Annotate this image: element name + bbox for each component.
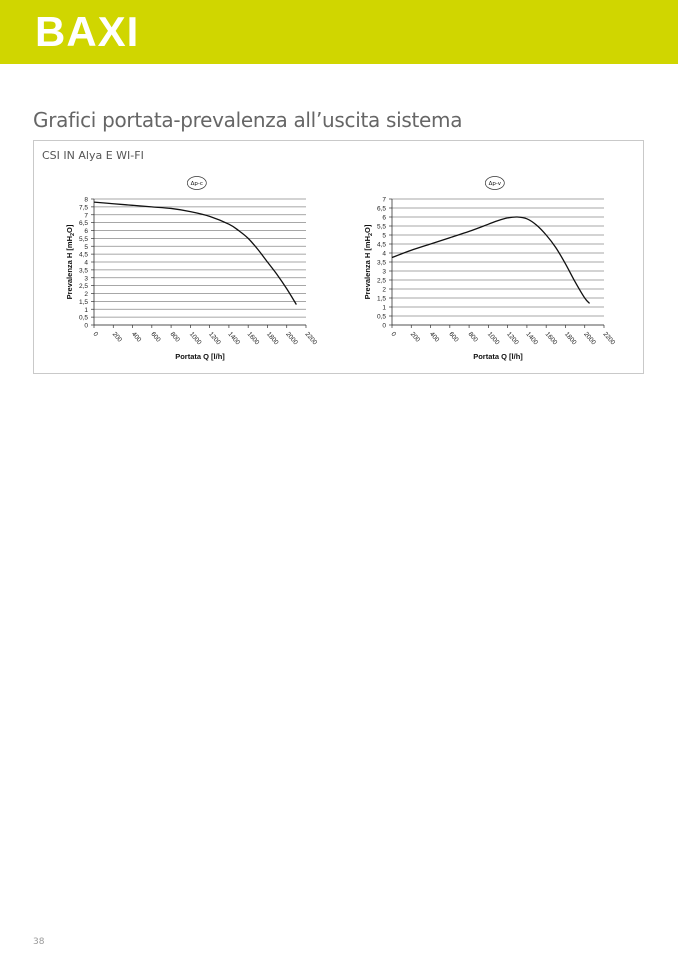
x-tick-label: 600 — [447, 330, 460, 344]
y-tick-label: 2,5 — [376, 277, 386, 285]
section-title: Grafici portata-prevalenza all’uscita sistema — [33, 108, 463, 132]
y-tick-label: 0,5 — [78, 314, 88, 322]
y-tick-label: 8 — [84, 196, 88, 204]
y-tick-label: 6 — [382, 214, 386, 222]
x-tick-label: 2000 — [284, 330, 299, 347]
y-axis-label: Prevalenza H $[mH_2O]$ — [363, 224, 374, 300]
y-tick-label: 5 — [382, 232, 386, 240]
y-tick-label: 6,5 — [376, 205, 386, 213]
y-tick-label: 6,5 — [78, 220, 88, 228]
brand-header-bar — [0, 0, 678, 64]
x-tick-label: 0 — [389, 330, 398, 339]
pump-curve-line — [392, 217, 590, 303]
x-tick-label: 1600 — [245, 330, 261, 347]
y-axis-label: Prevalenza H $[mH_2O]$ — [65, 224, 76, 300]
x-tick-label: 200 — [110, 330, 124, 344]
x-tick-label: 400 — [428, 330, 441, 344]
x-tick-label: 1800 — [264, 330, 280, 347]
y-tick-label: 2,5 — [78, 283, 88, 291]
x-tick-label: 1200 — [505, 330, 520, 347]
mode-badge-label: Δp-c — [190, 181, 203, 187]
y-tick-label: 7,5 — [78, 204, 88, 212]
x-tick-label: 400 — [130, 330, 143, 344]
y-tick-label: 3,5 — [376, 259, 386, 267]
y-tick-label: 1,5 — [78, 298, 88, 306]
y-tick-label: 2 — [382, 286, 386, 294]
x-axis-label: Portata Q [l/h] — [175, 352, 225, 361]
x-tick-label: 800 — [466, 330, 479, 344]
x-tick-label: 600 — [149, 330, 162, 344]
y-tick-label: 5 — [84, 243, 88, 251]
y-tick-label: 7 — [84, 212, 88, 220]
y-tick-label: 0,5 — [376, 313, 386, 321]
y-tick-label: 6 — [84, 228, 88, 235]
x-tick-label: 200 — [408, 330, 422, 344]
x-tick-label: 800 — [168, 330, 181, 344]
y-tick-label: 1 — [84, 306, 88, 314]
y-tick-label: 0 — [382, 322, 386, 330]
y-tick-label: 2 — [84, 291, 88, 298]
pump-curve-chart-dpc — [54, 175, 324, 371]
x-tick-label: 2200 — [601, 330, 617, 347]
chart-panel — [33, 140, 644, 374]
x-tick-label: 1800 — [562, 330, 578, 347]
x-tick-label: 1200 — [207, 330, 222, 347]
baxi-logo: BAXI — [35, 8, 140, 55]
y-tick-label: 3,5 — [78, 267, 88, 275]
x-tick-label: 1400 — [226, 330, 242, 347]
y-tick-label: 1 — [382, 304, 386, 312]
x-tick-label: 1600 — [543, 330, 559, 347]
panel-title: CSI IN Alya E WI-FI — [42, 149, 144, 162]
chart-svg — [352, 175, 622, 371]
x-tick-label: 1000 — [187, 330, 203, 347]
y-tick-label: 1,5 — [376, 295, 386, 303]
y-tick-label: 4 — [84, 259, 88, 267]
x-tick-label: 1000 — [485, 330, 501, 347]
y-tick-label: 5,5 — [78, 235, 88, 243]
mode-badge-label: Δp-v — [488, 181, 501, 187]
y-tick-label: 7 — [382, 196, 386, 204]
x-tick-label: 0 — [91, 330, 100, 339]
y-tick-label: 4,5 — [78, 251, 88, 259]
chart-svg — [54, 175, 324, 371]
x-tick-label: 1400 — [524, 330, 540, 347]
pump-curve-line — [94, 202, 296, 304]
y-tick-label: 4,5 — [376, 241, 386, 249]
x-tick-label: 2000 — [582, 330, 597, 347]
y-tick-label: 3 — [382, 268, 386, 276]
y-tick-label: 3 — [84, 275, 88, 283]
page-number: 38 — [33, 937, 45, 947]
y-tick-label: 5,5 — [376, 223, 386, 231]
x-tick-label: 2200 — [303, 330, 319, 347]
x-axis-label: Portata Q [l/h] — [473, 352, 523, 361]
pump-curve-chart-dpv — [352, 175, 622, 371]
y-tick-label: 0 — [84, 322, 88, 330]
y-tick-label: 4 — [382, 250, 386, 258]
